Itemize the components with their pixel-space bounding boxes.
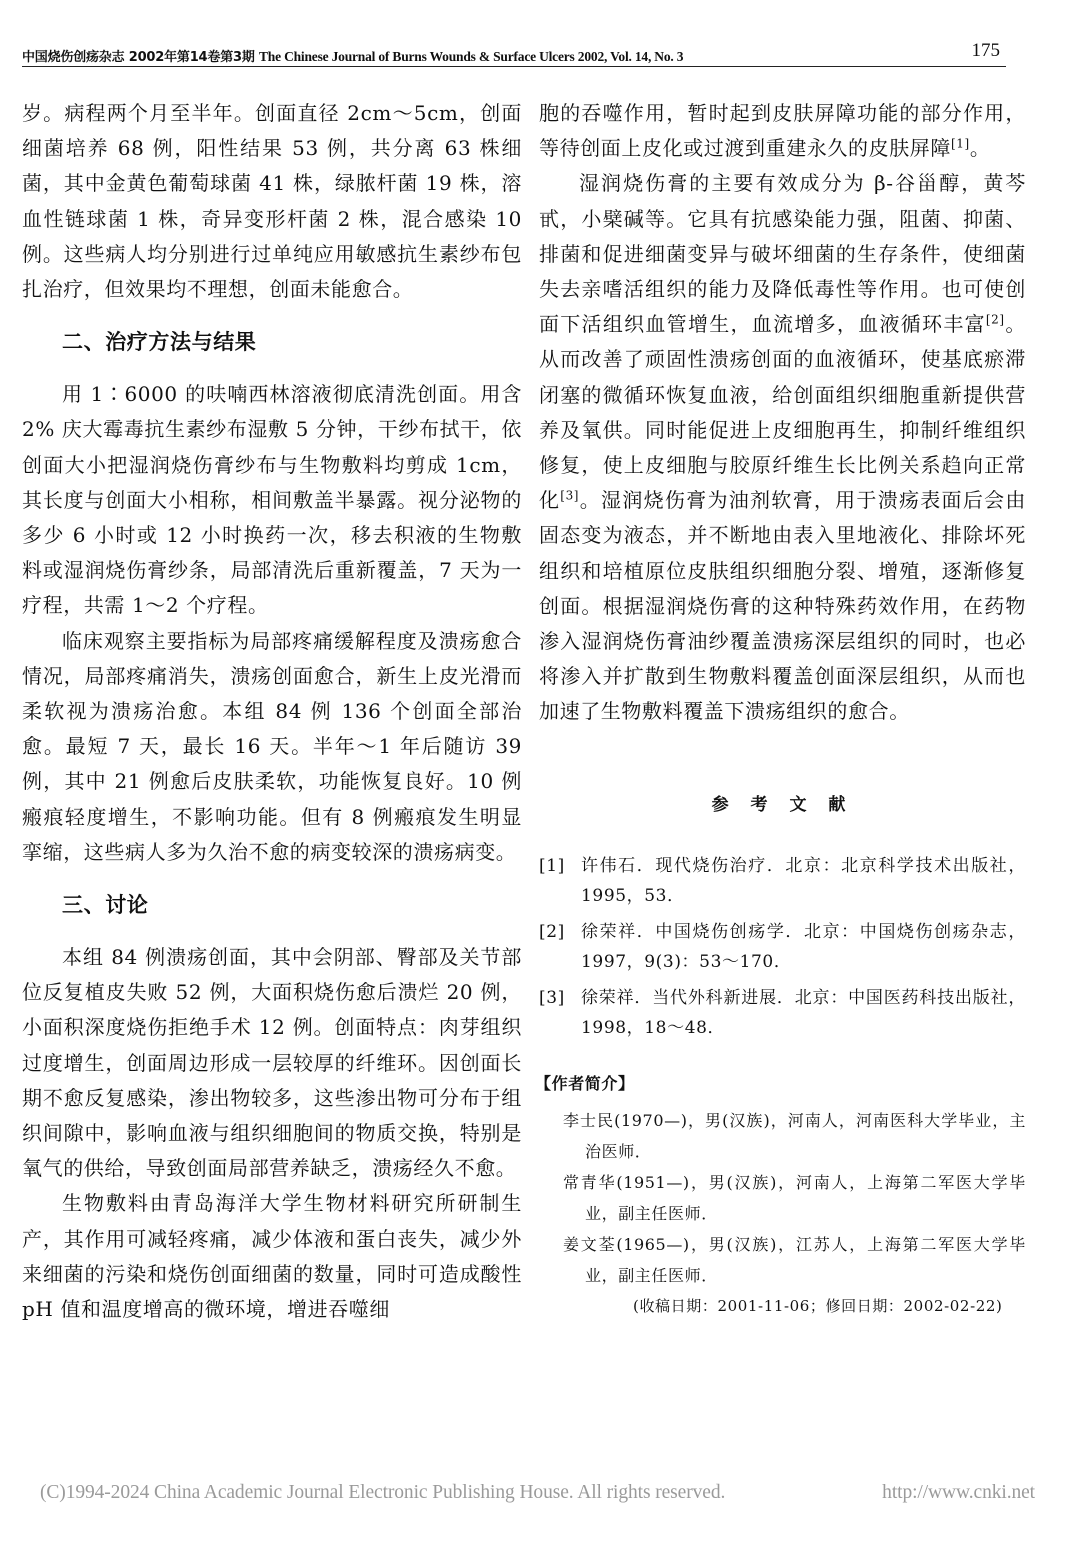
reference-item (539, 851, 1026, 911)
paragraph: 岁。病程两个月至半年。创面直径 2cm～5cm，创面细菌培养 68 例，阳性结果 53 例，共分离 63 株细菌，其中金黄色葡萄球菌 41 株，绿脓杆菌 19 株，溶血性链球菌 1 株，奇异变形杆菌 2 株，混合感染 10 例。这些病人均分别进行过单纯应用敏感抗生素纱布包扎治疗，但效果均不理想，创面未能愈合。 (22, 101, 522, 302)
paragraph-text: 胞的吞噬作用，暂时起到皮肤屏障功能的部分作用，等待创面上皮化或过渡到重建永久的皮肤屏障 (539, 101, 1026, 161)
page-number: 175 (971, 40, 1000, 61)
references-heading: 参 考 文 献 (711, 794, 854, 815)
citation-ref[interactable]: [3] (560, 488, 580, 503)
author-bio: 常青华(1951—)，男(汉族)，河南人，上海第二军医大学毕业，副主任医师． (563, 1172, 1026, 1223)
reference-number: [3] (539, 987, 565, 1008)
paragraph: 临床观察主要指标为局部疼痛缓解程度及溃疡愈合情况，局部疼痛消失，溃疡创面愈合，新生上皮光滑而柔软视为溃疡治愈。本组 84 例 136 个创面全部治愈。最短 7 天，最长 16 天。半年～1 年后随访 39 例，其中 21 例愈后皮肤柔软，功能恢复良好。10 例瘢痕轻度增生，不影响功能。但有 8 例瘢痕发生明显挛缩，这些病人多为久治不愈的病变较深的溃疡病变。 (22, 628, 522, 864)
reference-text: 许伟石．现代烧伤治疗．北京：北京科学技术出版社，1995，53． (581, 855, 1026, 906)
paragraph: 用 1∶6000 的呋喃西林溶液彻底清洗创面。用含 2% 庆大霉毒抗生素纱布湿敷 5 分钟，干纱布拭干，依创面大小把湿润烧伤膏纱布与生物敷料均剪成 1cm，其长度与创面大小相称，相间敷盖半暴露。视分泌物的多少 6 小时或 12 小时换药一次，移去积液的生物敷料或湿润烧伤膏纱条，局部清洗后重新覆盖，7 天为一疗程，共需 1～2 个疗程。 (22, 382, 522, 618)
paragraph (539, 96, 1026, 166)
running-header (22, 40, 1006, 67)
reference-number: [2] (539, 921, 565, 942)
right-column (535, 96, 1026, 1321)
journal-citation-cn: 中国烧伤创疡杂志 2002年第14卷第3期 (22, 50, 255, 65)
reference-item (539, 917, 1026, 977)
author-bio-heading: 【作者简介】 (535, 1073, 635, 1093)
section-heading: 三、讨论 (62, 893, 149, 918)
citation-ref[interactable]: [1] (951, 136, 970, 151)
citation-ref[interactable]: [2] (985, 312, 1005, 327)
paragraph-text: 湿润烧伤膏的主要有效成分为 β-谷甾醇，黄芩甙，小檗碱等。它具有抗感染能力强，阻菌、抑菌、排菌和促进细菌变异与破坏细菌的生存条件，使细菌失去亲嗜活组织的能力及降低毒性等作用。也可使创面下活组织血管增生，血流增多，血液循环丰富 (539, 171, 1026, 337)
reference-number: [1] (539, 855, 565, 876)
reference-text: 徐荣祥．当代外科新进展．北京：中国医药科技出版社，1998，18～48． (581, 987, 1026, 1038)
paragraph-text: 。 (969, 136, 991, 161)
author-bio: 李士民(1970—)，男(汉族)，河南人，河南医科大学毕业，主治医师． (563, 1110, 1026, 1161)
paragraph-text: 。湿润烧伤膏为油剂软膏，用于溃疡表面后会由固态变为液态，并不断地由表入里地液化、排除坏死组织和培植原位皮肤组织细胞分裂、增殖，逐渐修复创面。根据湿润烧伤膏的这种特殊药效作用，在药物渗入湿润烧伤膏油纱覆盖溃疡深层组织的同时，也必将渗入并扩散到生物敷料覆盖创面深层组织，从而也加速了生物敷料覆盖下溃疡组织的愈合。 (539, 488, 1026, 724)
paragraph: 本组 84 例溃疡创面，其中会阴部、臀部及关节部位反复植皮失败 52 例，大面积烧伤愈后溃烂 20 例，小面积深度烧伤拒绝手术 12 例。创面特点：肉芽组织过度增生，创面周边形成一层较厚的纤维环。因创面长期不愈反复感染，渗出物较多，这些渗出物可分布于组织间隙中，影响血液与组织细胞间的物质交换，特别是氧气的供给，导致创面局部营养缺乏，溃疡经久不愈。 (22, 945, 522, 1181)
site-url[interactable]: http://www.cnki.net (882, 1482, 1035, 1503)
copyright-text: (C)1994-2024 China Academic Journal Electronic Publishing House. All rights reserved. (40, 1482, 726, 1503)
journal-citation-en: The Chinese Journal of Burns Wounds & Surface Ulcers 2002, Vol. 14, No. 3 (258, 49, 684, 64)
reference-item (539, 983, 1026, 1043)
reference-text: 徐荣祥．中国烧伤创疡学．北京：中国烧伤创疡杂志，1997，9(3)：53～170． (581, 921, 1026, 972)
received-dates: (收稿日期：2001-11-06；修回日期：2002-02-22) (633, 1296, 1003, 1315)
journal-citation (22, 46, 683, 65)
paragraph (539, 166, 1026, 729)
copyright-footer (40, 1482, 1035, 1504)
author-bio: 姜文荃(1965—)，男(汉族)，江苏人，上海第二军医大学毕业，副主任医师． (563, 1234, 1026, 1285)
section-heading: 二、治疗方法与结果 (62, 330, 257, 355)
paragraph-text: 。从而改善了顽固性溃疡创面的血液循环，使基底瘀滞闭塞的微循环恢复血液，给创面组织细胞重新提供营养及氧供。同时能促进上皮细胞再生，抑制纤维组织修复，使上皮细胞与胶原纤维生长比例关系趋向正常化 (539, 312, 1026, 513)
paragraph: 生物敷料由青岛海洋大学生物材料研究所研制生产，其作用可减轻疼痛，减少体液和蛋白丧失，减少外来细菌的污染和烧伤创面细菌的数量，同时可造成酸性 pH 值和温度增高的微环境，增进吞噬细 (22, 1191, 522, 1322)
left-column (22, 96, 522, 1327)
references-list (539, 851, 1026, 1043)
